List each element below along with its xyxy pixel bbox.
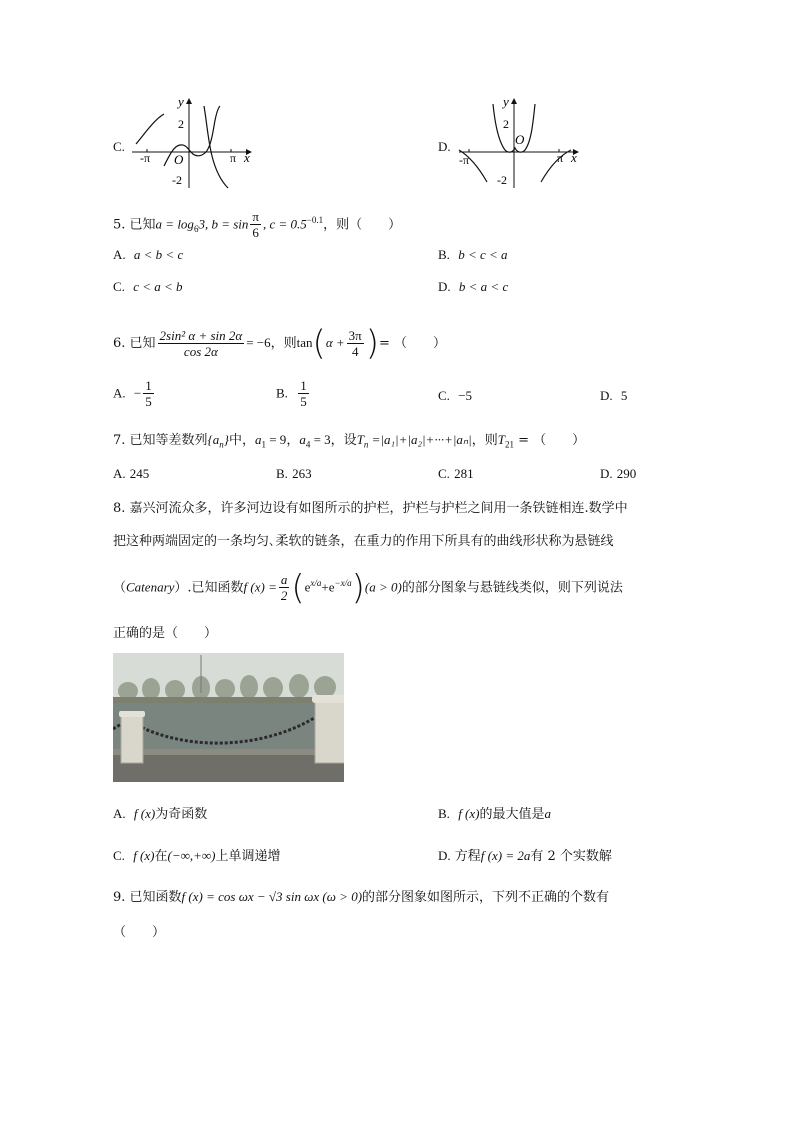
q7-text-b: 中， <box>228 433 255 448</box>
tick-2: 2 <box>178 117 184 131</box>
q5-a-def: a = log <box>155 216 194 232</box>
q6-option-a[interactable]: A. − $\frac{1}{5}$ <box>113 378 152 409</box>
y-arrow-icon <box>186 98 192 104</box>
q7-option-a[interactable]: A. 245 <box>113 466 150 481</box>
q5-option-c[interactable]: C. c < a < b <box>113 279 183 294</box>
graph-c <box>128 96 258 192</box>
q6-number: 6. 已知 <box>113 336 156 351</box>
q8-coef: $\frac{a}{2}$ <box>280 572 288 604</box>
tick-neg-pi: -π <box>140 151 151 165</box>
q9-paren: （ ） <box>113 925 166 940</box>
x-label: x <box>244 150 250 165</box>
tick-pi: π <box>230 151 237 165</box>
tick-2: 2 <box>503 117 509 131</box>
left-pillar <box>121 715 143 763</box>
q7-tn: T <box>356 432 364 447</box>
q8-option-a[interactable]: A. f (x)为奇函数 <box>113 806 208 822</box>
river-railing-photo <box>113 653 344 782</box>
q8-catenary: Catenary <box>126 579 175 595</box>
q6-inner-fraction: $\frac{3\pi}{4}$ <box>348 328 362 359</box>
q7-option-d[interactable]: D. 290 <box>600 466 637 481</box>
q5-c-exponent: −0.1 <box>306 215 324 225</box>
q6-option-c[interactable]: C. −5 <box>438 388 473 403</box>
curve-left <box>136 114 164 144</box>
q9-fx: f (x) = cos ωx − √3 sin ωx (ω > 0) <box>181 889 363 904</box>
q5-number: 5. 已知 <box>113 217 156 233</box>
q7-option-b[interactable]: B. 263 <box>276 466 312 481</box>
q8-fx: f (x) = <box>243 579 277 595</box>
q5-c-def: , c = 0.5 <box>262 216 307 232</box>
q8-line-4: 正确的是（ ） <box>113 626 218 641</box>
q5-option-d[interactable]: D. b < a < c <box>438 279 509 294</box>
option-c-label: C. <box>113 139 125 154</box>
q6-mid: ，则 <box>270 336 297 351</box>
q7-option-c[interactable]: C. 281 <box>438 466 474 481</box>
question-5 <box>113 205 401 244</box>
q5-option-a[interactable]: A. a < b < c <box>113 247 184 262</box>
q7-intro: 7. 已知等差数列 <box>113 433 208 448</box>
q6-equals: = −6 <box>246 335 271 350</box>
option-d-label: D. <box>438 139 451 154</box>
q8-condition: (a > 0) <box>364 579 402 595</box>
q6-alpha: α + <box>325 335 345 350</box>
q5-option-b[interactable]: B. b < c < a <box>438 247 508 262</box>
tick-pi: π <box>557 151 564 165</box>
q5-b-def: 3, b = sin <box>198 216 249 232</box>
y-label: y <box>503 96 509 109</box>
q5-tail: ，则（ ） <box>323 217 402 233</box>
q6-option-b[interactable]: B. $\frac{1}{5}$ <box>276 378 307 409</box>
origin-label: O <box>174 152 184 167</box>
question-7: 7. 已知等差数列$\{a_n\}$中，$a_1 = 9$，$a_4 = 3$，设$T_n =|a_1|+|a_2|+\cdot\cdot\cdot+|a_n|$，则$T_{21}$ = （ ） <box>113 432 586 450</box>
q8-option-d[interactable]: D. 方程f (x) = 2a有 2 个实数解 <box>438 848 612 864</box>
y-label: y <box>178 96 184 109</box>
curve-middle <box>164 106 220 166</box>
graph-d <box>455 96 585 192</box>
origin-label: O <box>515 132 525 147</box>
q8-line-3: （Catenary）.已知函数f (x) = $\frac{a}{2}$ $(e^{x/a}+e^{-x/a})(a > 0)$的部分图象与悬链线类似，则下列说法 <box>113 567 623 608</box>
q6-option-d[interactable]: D. 5 <box>600 388 628 403</box>
q7-a4: a <box>299 432 306 447</box>
tick-neg2: -2 <box>172 173 182 187</box>
q8-option-b[interactable]: B. f (x)的最大值是a <box>438 806 551 822</box>
ground <box>113 753 344 782</box>
tick-neg2: -2 <box>497 173 507 187</box>
q6-tan: tan <box>296 335 313 350</box>
tick-neg-pi: -π <box>459 153 470 167</box>
q7-seq: {a <box>207 432 220 447</box>
right-pillar <box>315 701 344 763</box>
question-6: 6. 已知 $\frac{\text{2sin² α + sin 2α}}{\cos 2\alpha}$ = −6，则tan(α + $\frac{3\pi}{4}$ )= （ ） <box>113 323 447 364</box>
q6-tail: = （ ） <box>379 336 447 351</box>
q7-a1: a <box>254 432 262 447</box>
q5-fraction: $\frac{\pi}{6}$ <box>252 209 259 241</box>
q7-t21: T <box>497 432 505 447</box>
y-arrow-icon <box>511 98 517 104</box>
q8-line-2: 把这种两端固定的一条均匀､柔软的链条，在重力的作用下所具有的曲线形状称为悬链线 <box>113 534 614 549</box>
x-label: x <box>571 150 577 165</box>
question-9: 9. 已知函数f (x) = cos ωx − √3 sin ωx (ω > 0)的部分图象如图所示，下列不正确的个数有 <box>113 889 610 905</box>
q6-fraction: $\frac{\text{2sin² α + sin 2α}}{\cos 2\alpha}$ <box>159 328 243 359</box>
q8-option-c[interactable]: C. f (x)在(−∞,+∞)上单调递增 <box>113 848 281 864</box>
q8-line-1: 8. 嘉兴河流众多，许多河边设有如图所示的护栏，护栏与护栏之间用一条铁链相连.数学中 <box>113 501 628 516</box>
q5-log-base: 6 <box>193 223 199 234</box>
railing-scene <box>113 653 344 782</box>
curve-right <box>541 150 571 182</box>
